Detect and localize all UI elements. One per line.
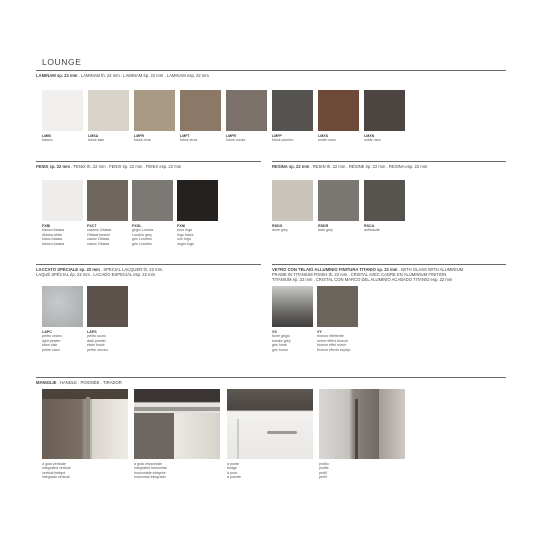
swatch-name: fokos roccia [226, 138, 246, 143]
fenix-swatch-fxbi [42, 180, 83, 221]
laminam-swatch-lmxn [364, 90, 405, 131]
swatch-name: peltro scuro dark pewter étain foncé peltre oscuro [87, 334, 108, 352]
laminam-swatch-caption [88, 134, 104, 143]
title-rule [36, 70, 506, 71]
swatch-code: LMXN [364, 134, 375, 138]
fenix-swatch-caption [87, 224, 111, 246]
swatch-code: LMXS [318, 134, 328, 138]
vetro-swatch-caption [272, 330, 291, 352]
resina-header [272, 164, 506, 169]
laminam-swatch-lmsa [88, 90, 129, 131]
swatch-name: castoro Ottawa Ottawa beaver castor Ottawa castor Ottawa [87, 228, 112, 246]
swatch-name: fokos piombo [272, 138, 294, 143]
vetro-swatch-caption [317, 330, 350, 352]
laminam-header-part: . LAMINAM th. 22 mm . LAMINAM ép. 22 mm . LAMINAM esp. 22 mm [77, 73, 209, 78]
swatch-code: RSCA [364, 224, 375, 228]
resina-swatch-caption [318, 224, 333, 233]
handle-photo-vertical [42, 389, 128, 459]
swatch-code: LMFR [226, 134, 236, 138]
fenix-header-part: . FENIX th. 22 mm . FENIX ép. 22 mm . FENIX esp. 22 mm [69, 164, 182, 169]
laccato-swatch-caption [42, 330, 62, 352]
laccato-header-part: LAQUÉ SPÉCIAL ép. 22 mm . LACADO ESPECIAL esp. 22 mm [36, 272, 156, 278]
laminam-swatch-lmfp [272, 90, 313, 131]
vetro-header [272, 267, 506, 283]
swatch-name: fumé grigio smoke grey gris fumé gris humo [272, 334, 291, 352]
maniglie-header-part: MANIGLIE [36, 380, 57, 385]
fenix-swatch-caption [42, 224, 64, 246]
swatch-name: oxide nero [364, 138, 381, 143]
swatch-name: fokos rena [134, 138, 151, 143]
handle-caption: a gola orizzontale integrated horizontal horizontale intégrée horizontal integrado [134, 462, 167, 480]
swatch-code: LMFP [272, 134, 282, 138]
handle-caption: profilo profile profil perfil [319, 462, 329, 480]
laccato-swatch-laps [87, 286, 128, 327]
swatch-code: LMBI [42, 134, 51, 138]
laminam-swatch-lmft [180, 90, 221, 131]
swatch-code: LAPC [42, 330, 52, 334]
swatch-code: FXCT [87, 224, 97, 228]
maniglie-header [36, 380, 506, 385]
fenix-swatch-caption [132, 224, 153, 246]
laminam-swatch-lmfr [134, 90, 175, 131]
laccato-header-part: LACCATO SPECIALE sp. 22 mm [36, 267, 100, 272]
fenix-swatch-fxgl [132, 180, 173, 221]
swatch-code: FXGL [132, 224, 142, 228]
swatch-code: FXNI [177, 224, 186, 228]
vetro-header-part: FRAME IN TITANIUM FINISH th. 22 mm . CRISTAL AVEC CADRE EN ALUMINIUM FINITION [272, 272, 447, 278]
fenix-swatch-caption [177, 224, 194, 246]
swatch-name: dove grey [272, 228, 288, 233]
vetro-header-part: . WITH GLASS WITH ALUMINIUM [397, 267, 464, 272]
vetro-swatch-vy [317, 286, 358, 327]
swatch-name: nero Ingo Ingo black noir Ingo negro Ingo [177, 228, 195, 246]
swatch-name: bianco [42, 138, 53, 143]
resina-header-part: . RESIN th. 22 mm . RÉSINE ép. 22 mm . RESINA esp. 22 mm [309, 164, 428, 169]
swatch-name: dark grey [318, 228, 333, 233]
laminam-swatch-caption [180, 134, 197, 143]
swatch-code: FXBI [42, 224, 51, 228]
fenix-rule [36, 161, 261, 162]
swatch-name: peltro chiaro light pewter étain clair peltre claro [42, 334, 62, 352]
laminam-swatch-caption [42, 134, 53, 143]
laccato-rule [36, 264, 261, 265]
laminam-header-part: LAMINAM sp. 22 mm [36, 73, 78, 78]
swatch-name: oxide moro [318, 138, 336, 143]
laminam-header [36, 73, 506, 78]
maniglie-rule [36, 377, 506, 378]
fenix-header-part: FENIX sp. 22 mm [36, 164, 70, 169]
laccato-header-part: . SPECIAL LACQUER th. 22 mm . [99, 267, 165, 272]
maniglie-header-part: . HANDLE . POIGNÉE . TIRADOR [56, 380, 122, 385]
laminam-swatch-caption [364, 134, 381, 143]
laminam-swatch-lmbi [42, 90, 83, 131]
handle-caption: a gola verticale integrated vertical vertical intégré integrado vertical [42, 462, 71, 480]
swatch-name: grigio Londra London grey gris Londres gris Londres [132, 228, 153, 246]
vetro-rule [272, 264, 506, 265]
laminam-swatch-caption [318, 134, 336, 143]
resina-header-part: RESINA sp. 22 mm [272, 164, 310, 169]
laminam-swatch-lmfr [226, 90, 267, 131]
fenix-swatch-fxni [177, 180, 218, 221]
handle-caption: a ponte bridge à pont a puente [227, 462, 241, 480]
handle-photo-bridge [227, 389, 313, 459]
laminam-swatch-caption [134, 134, 151, 143]
swatch-name: fokos terra [180, 138, 197, 143]
swatch-code: VS [272, 330, 277, 334]
laccato-swatch-lapc [42, 286, 83, 327]
swatch-name: fokos sale [88, 138, 105, 143]
page-title: LOUNGE [42, 57, 82, 67]
resina-swatch-caption [272, 224, 288, 233]
swatch-name: bianco Alaska Alaska white blanc Alaska blanco Alaska [42, 228, 65, 246]
swatch-name: anthracite [364, 228, 380, 233]
swatch-code: LMFT [180, 134, 190, 138]
swatch-code: LMSA [88, 134, 99, 138]
resina-swatch-caption [364, 224, 380, 233]
swatch-name: bronzo riflettente mirror effect bronze bronze effet miroir bronce efecto espejo [317, 334, 351, 352]
laminam-swatch-lmxs [318, 90, 359, 131]
laminam-swatch-caption [226, 134, 245, 143]
handle-photo-profile [319, 389, 405, 459]
handle-photo-horizontal [134, 389, 220, 459]
laminam-swatch-caption [272, 134, 293, 143]
resina-swatch-rsdr [318, 180, 359, 221]
swatch-code: VY [317, 330, 322, 334]
swatch-code: RSDR [318, 224, 329, 228]
resina-swatch-rsdg [272, 180, 313, 221]
swatch-code: LMFR [134, 134, 144, 138]
vetro-header-part: VETRO CON TELAIO ALLUMINIO FINITURA TITANIO sp. 22 mm [272, 267, 398, 272]
laccato-header [36, 267, 261, 277]
fenix-swatch-fxct [87, 180, 128, 221]
swatch-code: RSDG [272, 224, 283, 228]
swatch-code: LAPS [87, 330, 97, 334]
laccato-swatch-caption [87, 330, 108, 352]
resina-rule [272, 161, 506, 162]
resina-swatch-rsca [364, 180, 405, 221]
vetro-header-part: TITANIUM ép. 22 mm . CRISTAL CON MARCO DEL ALUMINIO ACABADO TITANIO esp. 22 mm [272, 277, 453, 283]
fenix-header [36, 164, 261, 169]
vetro-swatch-vs [272, 286, 313, 327]
